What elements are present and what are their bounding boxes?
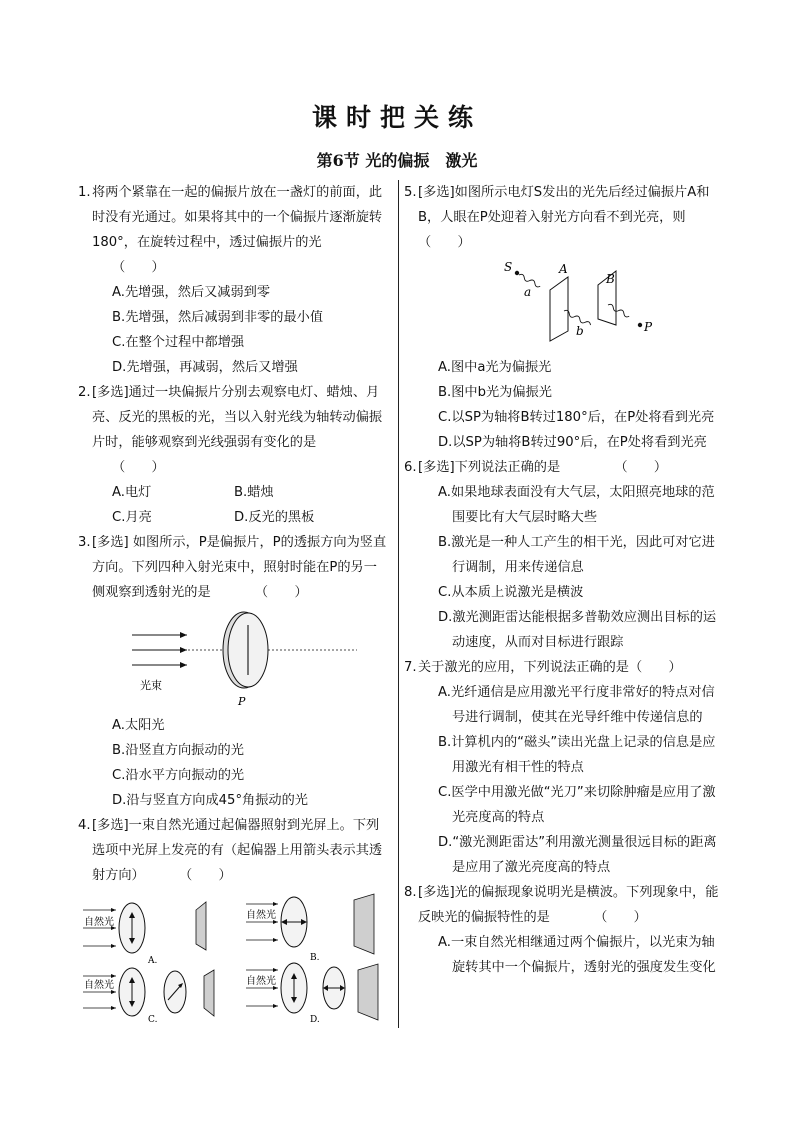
question-stem: 将两个紧靠在一起的偏振片放在一盏灯的前面，此时没有光通过。如果将其中的一个偏振片逐渐旋转180°，在旋转过程中，透过偏振片的光: [92, 185, 383, 250]
question-stem: [多选]光的偏振现象说明光是横波。下列现象中，能反映光的偏振特性的是: [418, 885, 719, 925]
option-d: D.以SP为轴将B转过90°后，在P处将看到光亮: [438, 435, 707, 450]
option-d: D.反光的黑板: [234, 510, 315, 525]
question-number: 3.: [78, 535, 91, 550]
question-number: 8.: [404, 885, 417, 900]
answer-blank: （ ）: [418, 235, 471, 250]
polarizer-options-figure: [78, 888, 390, 1026]
page-title: 课时把关练: [311, 103, 482, 132]
beam-label: 光束: [140, 679, 162, 692]
light-b-label: b: [576, 324, 584, 338]
option-c: C.从本质上说激光是横波: [438, 585, 584, 600]
option-c: C.月亮: [112, 510, 152, 525]
left-column: [78, 180, 390, 1026]
answer-blank: （ ）: [614, 460, 668, 475]
question-stem: [多选]如图所示电灯S发出的光先后经过偏振片A和B，人眼在P处迎着入射光方向看不到光亮，则: [418, 185, 710, 225]
point-p-label: P: [644, 320, 653, 334]
plate-b-label: B: [606, 272, 615, 286]
lamp-s-label: S: [504, 260, 513, 274]
column-divider: [398, 180, 399, 1028]
option-a: A.一束自然光相继通过两个偏振片，以光束为轴旋转其中一个偏振片，透射光的强度发生变化: [438, 935, 716, 975]
plate-a-label: A: [559, 262, 568, 276]
answer-blank: （ ）: [112, 460, 165, 475]
natural-light-label: 自然光: [246, 976, 276, 987]
question-stem: [多选]通过一块偏振片分别去观察电灯、蜡烛、月亮、反光的黑板的光，当以入射光线为轴转动偏振片时，能够观察到光线强弱有变化的是: [92, 385, 383, 450]
option-a: A.先增强，然后又减弱到零: [112, 285, 271, 300]
question-6: [404, 455, 722, 655]
figure-b: [246, 894, 374, 963]
option-d: D.沿与竖直方向成45°角振动的光: [112, 793, 308, 808]
option-a: A.光纤通信是应用激光平行度非常好的特点对信号进行调制，使其在光导纤维中传递信息的: [438, 685, 715, 725]
question-number: 4.: [78, 818, 91, 833]
answer-blank: （ ）: [594, 910, 647, 925]
option-b: B.沿竖直方向振动的光: [112, 743, 244, 758]
option-b: B.先增强，然后减弱到非零的最小值: [112, 310, 324, 325]
option-b: B.图中b光为偏振光: [438, 385, 552, 400]
figure-d: [246, 963, 378, 1025]
option-d: D.激光测距雷达能根据多普勒效应测出目标的运动速度，从而对目标进行跟踪: [438, 610, 717, 650]
question-stem: [多选] 如图所示，P是偏振片，P的透振方向为竖直方向。下列四种入射光束中，照射时能在P的另一侧观察到透射光的是: [92, 535, 387, 600]
question-number: 1.: [78, 185, 91, 200]
option-b: B.计算机内的“磁头”读出光盘上记录的信息是应用激光有相干性的特点: [438, 735, 716, 775]
figure-letter-a: A.: [148, 956, 158, 966]
answer-blank: （ ）: [112, 260, 165, 275]
option-c: C.在整个过程中都增强: [112, 335, 245, 350]
answer-blank: （ ）: [178, 868, 232, 883]
option-d: D.“激光测距雷达”利用激光测量很远目标的距离是应用了激光亮度高的特点: [438, 835, 717, 875]
question-8: [404, 880, 722, 980]
lamp-polarizer-diagram: [418, 255, 718, 355]
option-row: [92, 480, 390, 505]
polarizer-label: P: [238, 695, 246, 708]
option-a: A.图中a光为偏振光: [438, 360, 552, 375]
option-d: D.先增强，再减弱，然后又增强: [112, 360, 298, 375]
lamp-polarizer-figure: [418, 255, 722, 355]
option-a: A.电灯: [112, 485, 152, 500]
question-number: 5.: [404, 185, 417, 200]
option-b: B.蜡烛: [234, 485, 274, 500]
question-2: [78, 380, 390, 530]
polarizer-figure: [92, 605, 390, 713]
question-number: 6.: [404, 460, 417, 475]
option-c: C.医学中用激光做“光刀”来切除肿瘤是应用了激光亮度高的特点: [438, 785, 716, 825]
question-3: [78, 530, 390, 813]
polarizer-options-diagram: [78, 888, 398, 1026]
figure-c: [83, 968, 214, 1025]
option-a: A.如果地球表面没有大气层，太阳照亮地球的范围要比有大气层时略大些: [438, 485, 715, 525]
option-a: A.太阳光: [112, 718, 165, 733]
question-4: [78, 813, 390, 1026]
question-stem: [多选]下列说法正确的是: [418, 460, 561, 475]
figure-letter-c: C.: [148, 1015, 158, 1025]
polarizer-diagram: [92, 605, 392, 713]
option-c: C.沿水平方向振动的光: [112, 768, 245, 783]
question-number: 7.: [404, 660, 417, 675]
right-column: [404, 180, 722, 980]
figure-letter-d: D.: [310, 1015, 320, 1025]
option-row: [92, 505, 390, 530]
natural-light-label: 自然光: [84, 980, 114, 991]
answer-blank: （ ）: [254, 585, 308, 600]
light-a-label: a: [524, 285, 532, 299]
question-stem: [多选]一束自然光通过起偏器照射到光屏上。下列选项中光屏上发亮的有（起偏器上用箭头表示其透射方向）: [92, 818, 383, 883]
option-b: B.激光是一种人工产生的相干光，因此可对它进行调制，用来传递信息: [438, 535, 715, 575]
natural-light-label: 自然光: [246, 910, 276, 921]
figure-a: [83, 902, 206, 966]
question-5: [404, 180, 722, 455]
figure-letter-b: B.: [310, 953, 320, 963]
option-c: C.以SP为轴将B转过180°后，在P处将看到光亮: [438, 410, 715, 425]
question-7: [404, 655, 722, 880]
natural-light-label: 自然光: [84, 917, 114, 928]
answer-blank: （ ）: [629, 660, 682, 675]
section-subtitle: 第6节 光的偏振 激光: [316, 151, 478, 170]
question-stem: 关于激光的应用，下列说法正确的是: [418, 660, 629, 675]
question-number: 2.: [78, 385, 91, 400]
question-1: [78, 180, 390, 380]
